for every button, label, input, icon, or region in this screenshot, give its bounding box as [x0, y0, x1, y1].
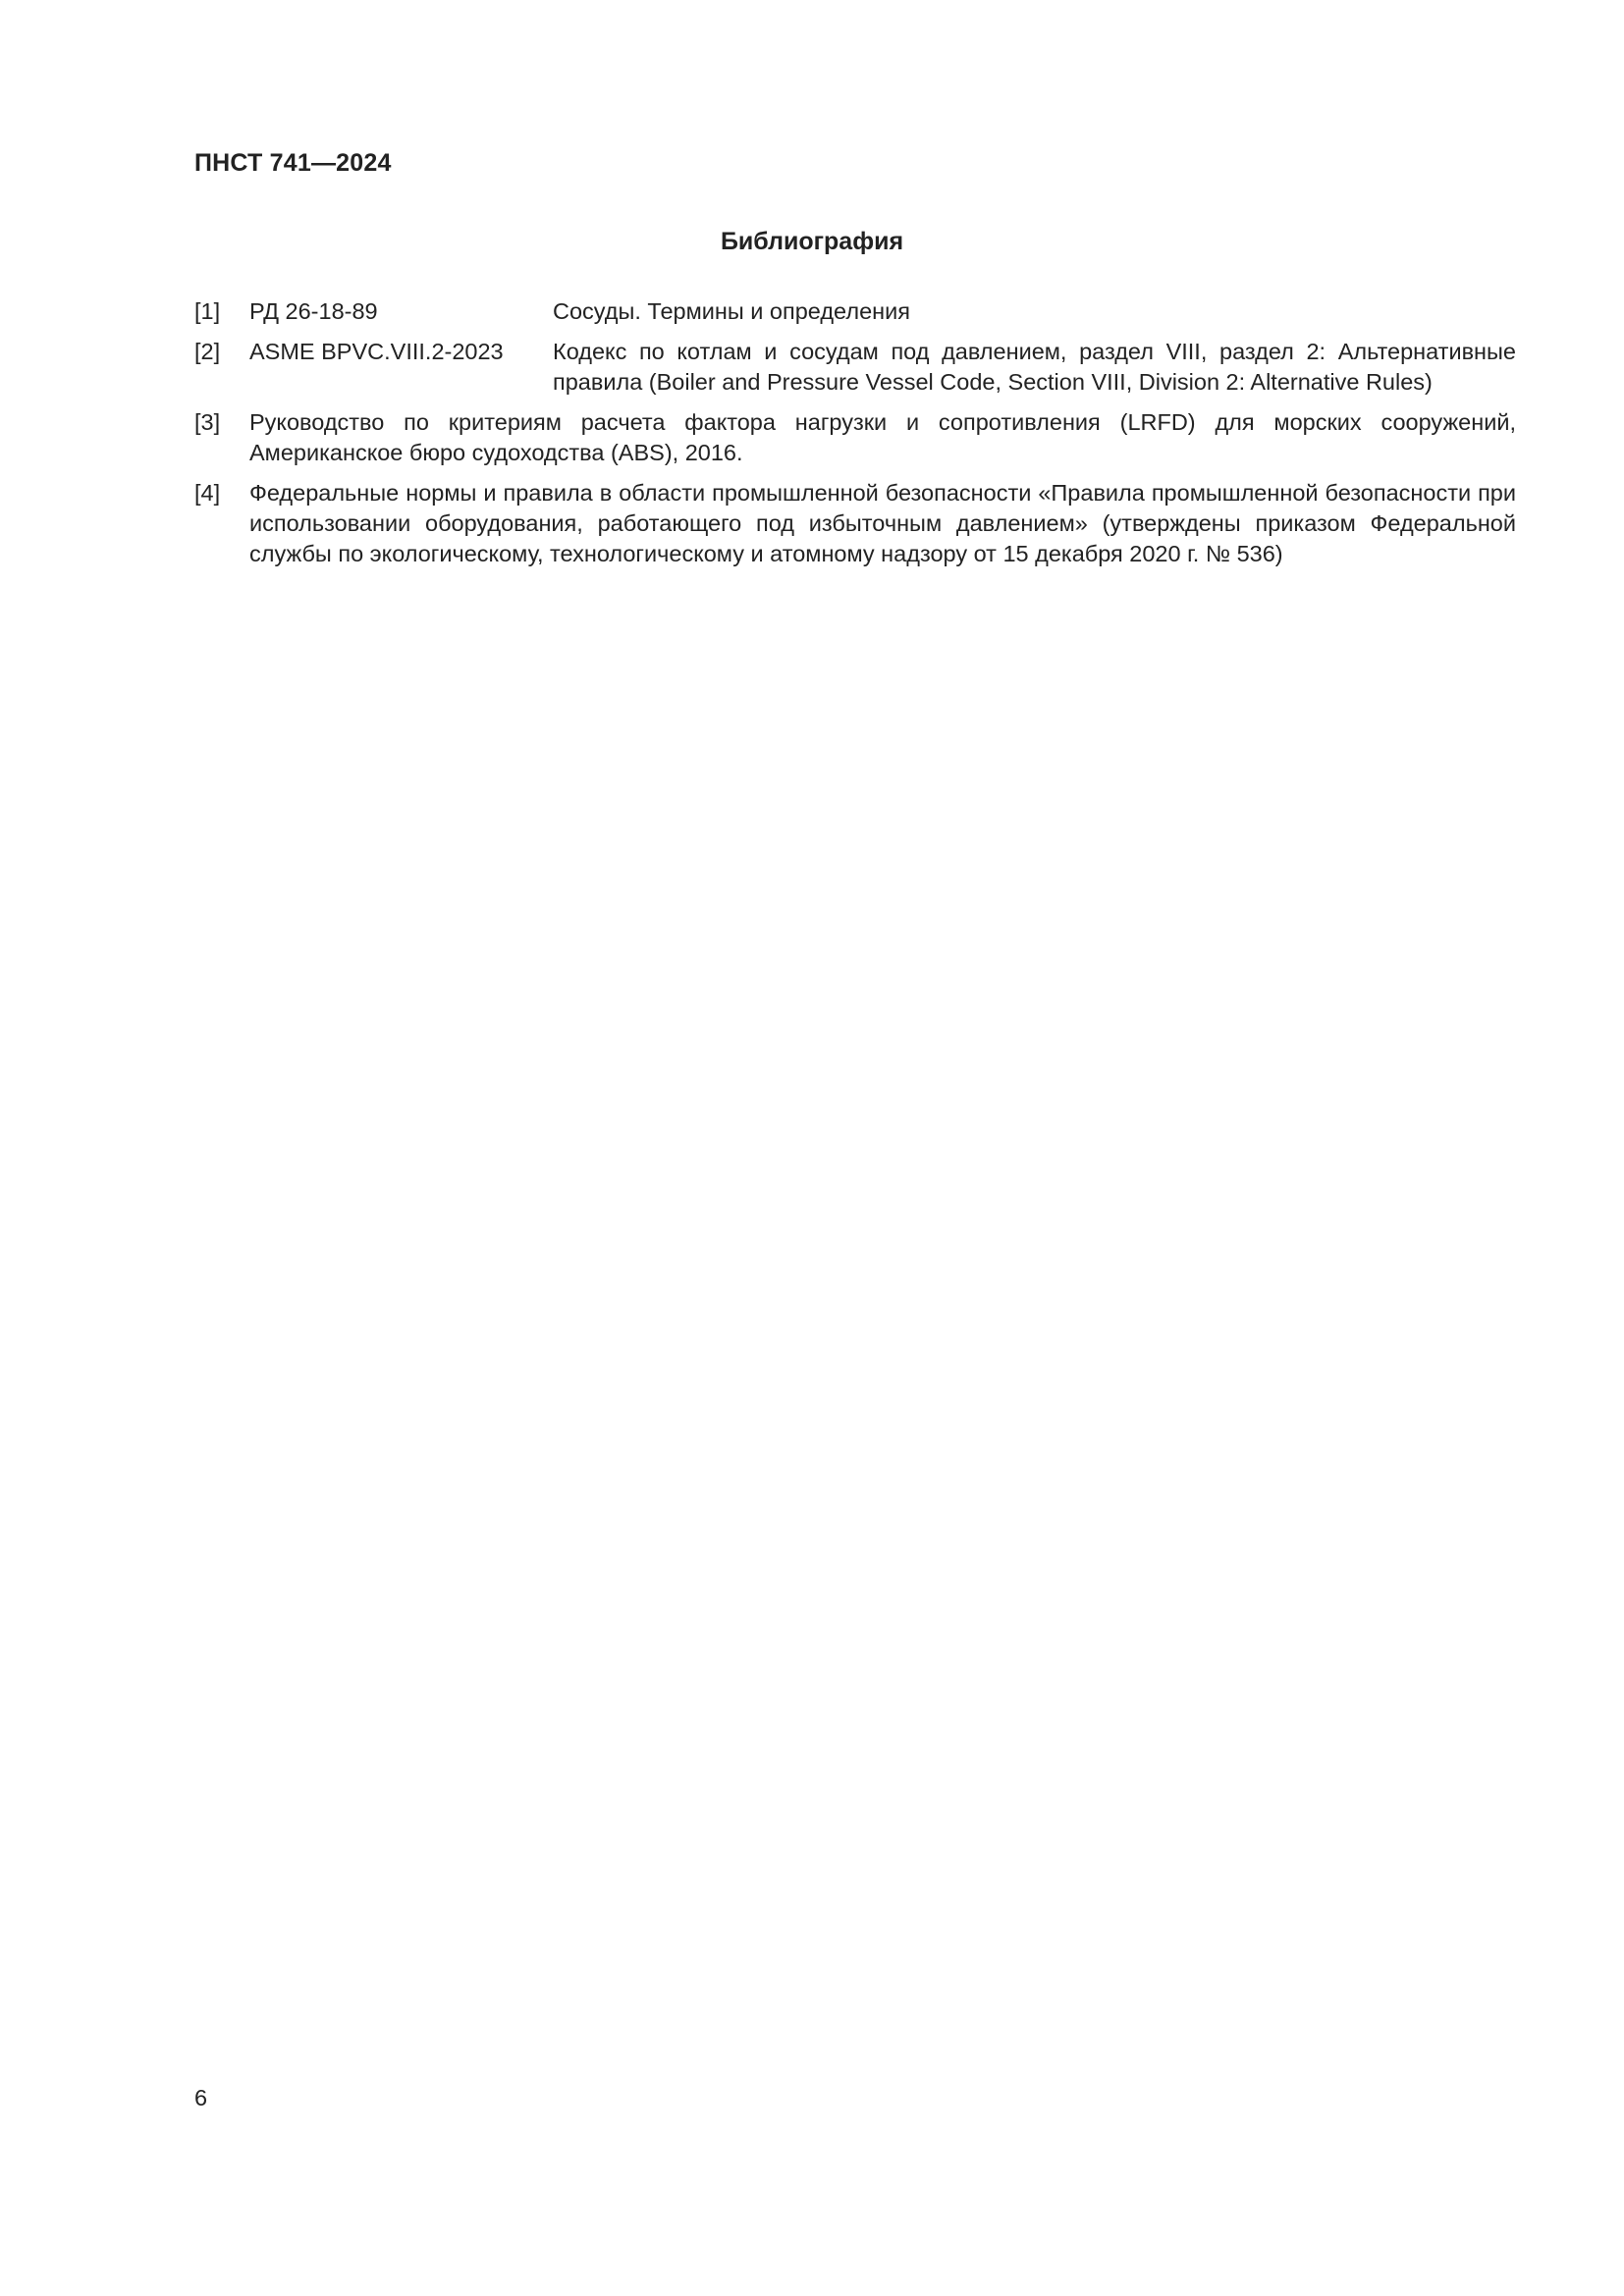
entry-number: [4] [194, 480, 221, 506]
bibliography-entry-2 [194, 337, 1516, 398]
entry-number: [2] [194, 339, 221, 364]
document-code: ПНСТ 741—2024 [194, 149, 392, 177]
bibliography-list [194, 296, 1516, 579]
entry-text: Кодекс по котлам и сосудам под давлением, раздел VIII, раздел 2: Альтернативные правила (Boiler and Pressure Vessel Code, Section VIII, Division 2: Alternative Rules) [553, 339, 1516, 395]
entry-code: ASME BPVC.VIII.2-2023 [249, 339, 504, 364]
entry-code: РД 26-18-89 [249, 298, 378, 324]
entry-text: Руководство по критериям расчета фактора нагрузки и сопротивления (LRFD) для морских сооружений, Американское бюро судоходства (ABS), 2016. [249, 409, 1516, 465]
bibliography-entry-3 [194, 407, 1516, 468]
section-title: Библиография [720, 228, 904, 255]
entry-number: [1] [194, 298, 221, 324]
page-number: 6 [194, 2085, 208, 2110]
entry-text: Федеральные нормы и правила в области промышленной безопасности «Правила промышленной безопасности при использовании оборудования, работающего под избыточным давлением» (утверждены приказом Федеральной службы по экологическому, технологическому и атомному надзору от 15 декабря 2020 г. № 536) [249, 480, 1516, 566]
bibliography-entry-4 [194, 478, 1516, 569]
bibliography-entry-1 [194, 296, 1516, 327]
entry-number: [3] [194, 409, 221, 435]
entry-text: Сосуды. Термины и определения [553, 298, 910, 324]
